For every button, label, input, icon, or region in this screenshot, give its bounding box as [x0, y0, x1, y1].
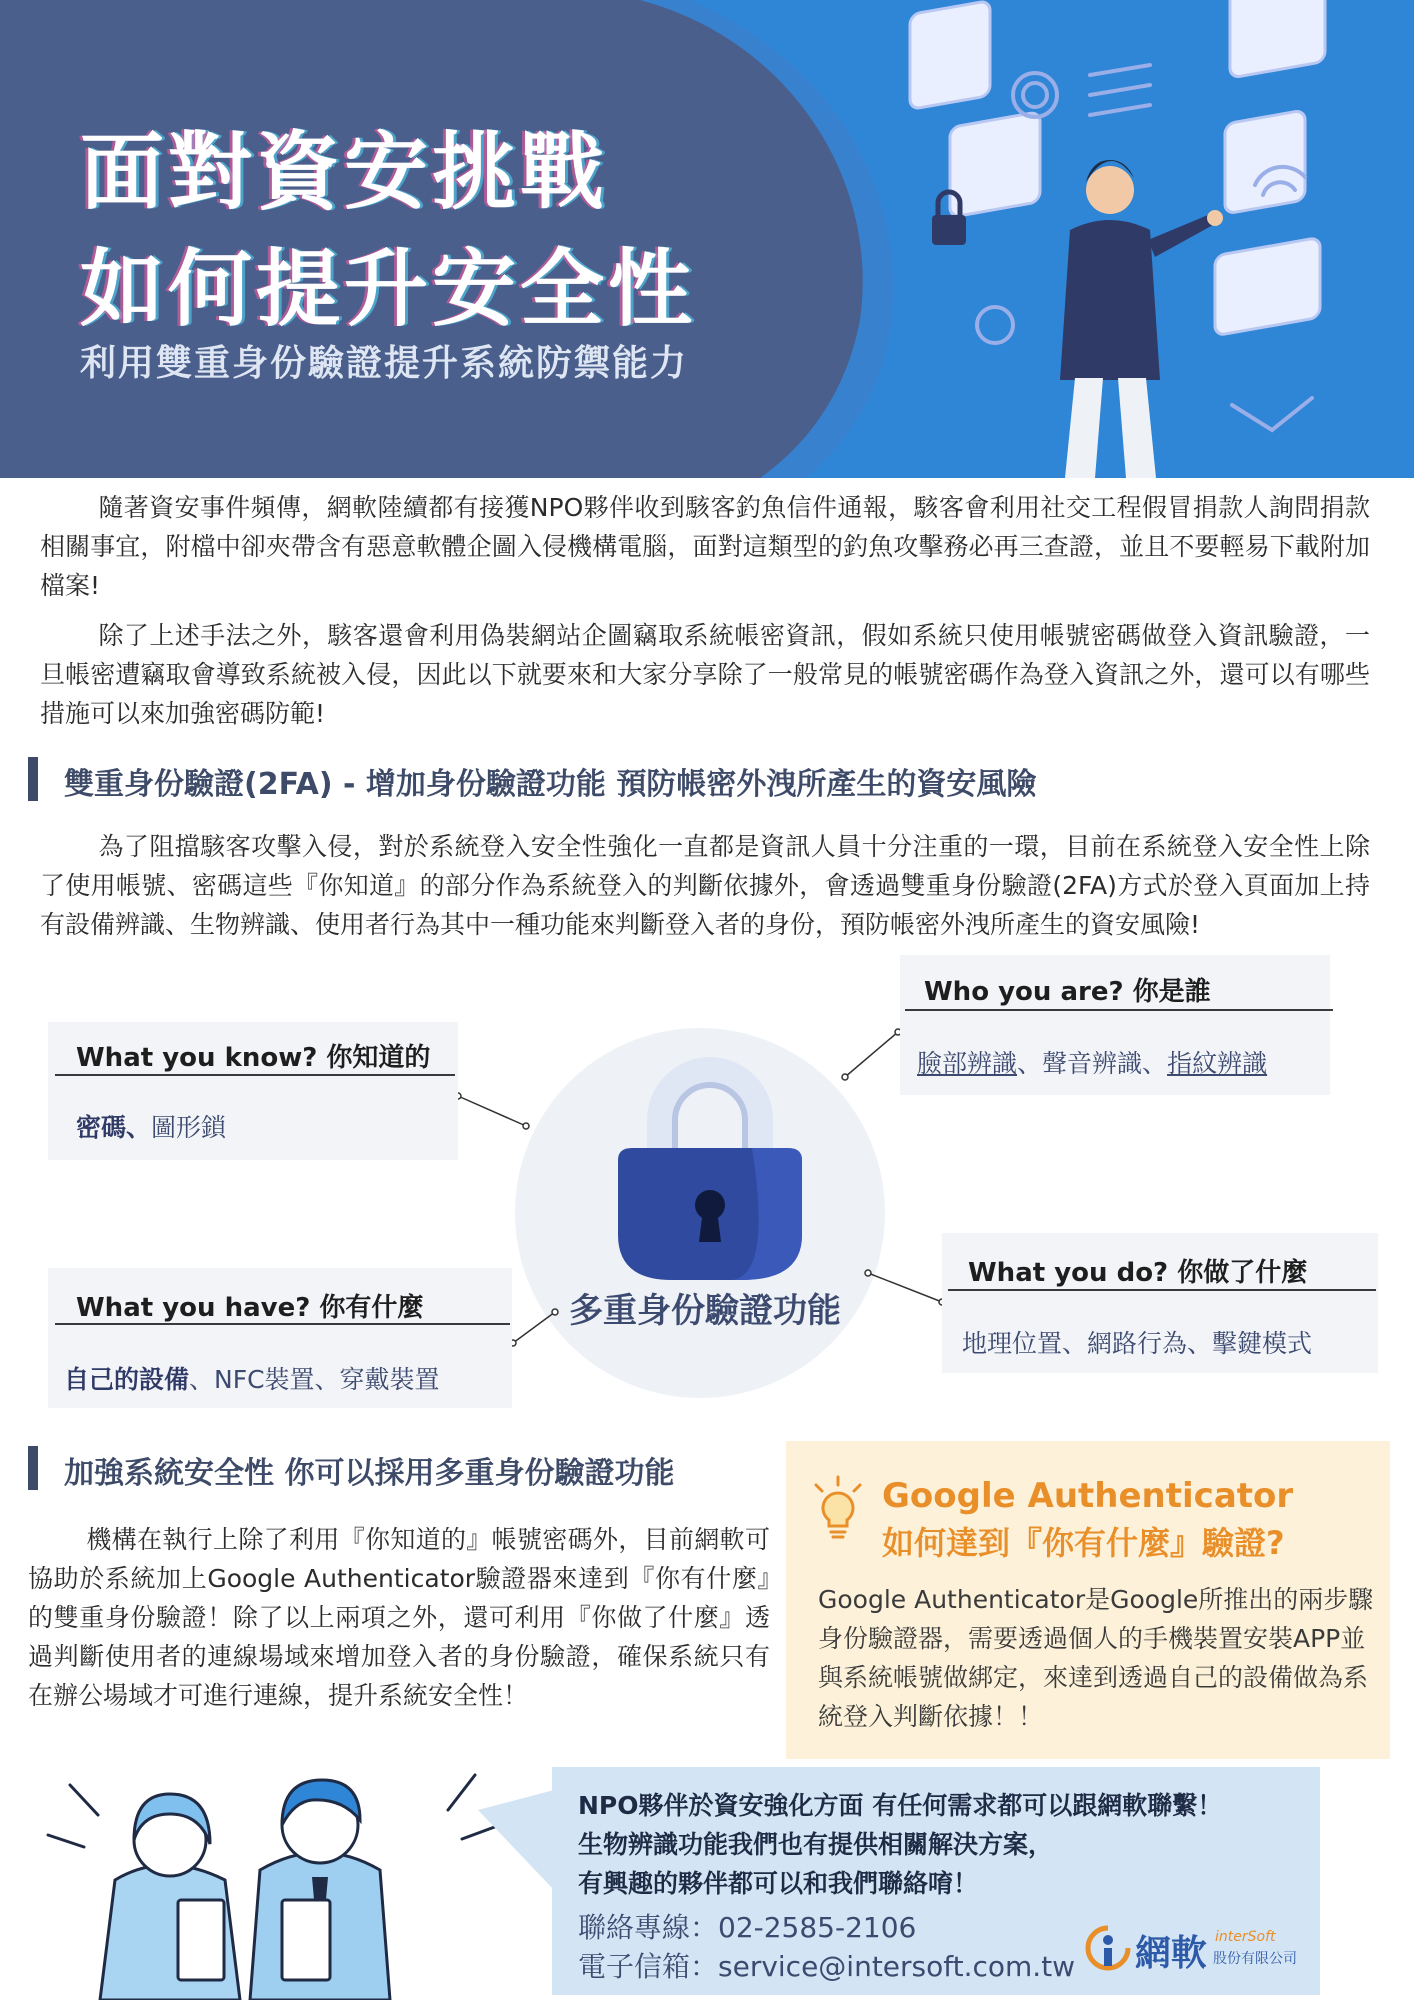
section1-paragraph-text: 為了阻擋駭客攻擊入侵，對於系統登入安全性強化一直都是資訊人員十分注重的一環，目前在系統登入安全性上除了使用帳號、密碼這些『你知道』的部分作為系統登入的判斷依據外，會透過雙重身份驗證(2FA)方式於登入頁面加上持有設備辨識、生物辨識、使用者行為其中一種功能來判斷登入者的身份，預防帳密外洩所產生的資安風險! [40, 832, 1370, 939]
intersoft-logo-company: 股份有限公司 [1213, 1951, 1297, 1967]
card-know-divider [55, 1074, 455, 1076]
page-title-line2: 如何提升安全性 [80, 240, 697, 338]
card-are-title: Who you are? 你是誰 [924, 977, 1211, 1007]
lightbulb-icon [808, 1475, 868, 1545]
card-have-rest: 、NFC裝置、穿戴裝置 [189, 1365, 440, 1394]
card-know-rest: 圖形鎖 [151, 1113, 227, 1142]
diagram-center-label: 多重身份驗證功能 [569, 1291, 841, 1331]
intersoft-logo-zh: 網軟 [1135, 1933, 1208, 1974]
card-are-sep1: 、 [1017, 1049, 1043, 1078]
intro-paragraph-1-text: 隨著資安事件頻傳，網軟陸續都有接獲NPO夥伴收到駭客釣魚信件通報，駭客會利用社交工程假冒捐款人詢問捐款相關事宜，附檔中卻夾帶含有惡意軟體企圖入侵機構電腦，面對這類型的釣魚攻擊務必再三查證，並且不要輕易下載附加檔案! [40, 493, 1370, 600]
card-know-title: What you know? 你知道的 [76, 1043, 431, 1073]
card-do-body: 地理位置、網路行為、擊鍵模式 [962, 1329, 1313, 1358]
card-do-title: What you do? 你做了什麼 [968, 1258, 1308, 1288]
card-are-divider [905, 1009, 1333, 1011]
page-subtitle: 利用雙重身份驗證提升系統防禦能力 [80, 343, 689, 384]
contact-line-2: 生物辨識功能我們也有提供相關解決方案， [578, 1830, 1054, 1859]
fingerprint-recognition-link[interactable]: 指紋辨識 [1167, 1049, 1268, 1078]
google-box-body: Google Authenticator是Google所推出的兩步驟身份驗證器，需要透過個人的手機裝置安裝APP並與系統帳號做綁定，來達到透過自己的設備做為系統登入判斷依據！！ [818, 1585, 1374, 1731]
card-have-body [64, 1360, 440, 1396]
card-have-bold: 自己的設備 [64, 1365, 190, 1394]
section-heading-mfa-text: 加強系統安全性 你可以採用多重身份驗證功能 [64, 1456, 675, 1491]
card-know-bold: 密碼、 [76, 1113, 152, 1142]
face-recognition-link[interactable]: 臉部辨識 [917, 1049, 1018, 1078]
speech-bubble-tail [478, 1790, 558, 1900]
contact-line-1: NPO夥伴於資安強化方面 有任何需求都可以跟網軟聯繫！ [578, 1791, 1223, 1820]
card-are-sep2: 、 [1142, 1049, 1168, 1078]
intro-paragraph-2-text: 除了上述手法之外，駭客還會利用偽裝網站企圖竊取系統帳密資訊，假如系統只使用帳號密碼做登入資訊驗證，一旦帳密遭竊取會導致系統被入侵，因此以下就要來和大家分享除了一般常見的帳號密碼作為登入資訊之外，還可以有哪些措施可以來加強密碼防範! [40, 621, 1370, 728]
people-illustration [20, 1755, 540, 2000]
card-do-divider [948, 1289, 1376, 1291]
section2-paragraph [28, 1520, 770, 1715]
contact-line-3: 有興趣的夥伴都可以和我們聯絡唷！ [578, 1869, 979, 1898]
section-heading-2fa-text: 雙重身份驗證(2FA) - 增加身份驗證功能 預防帳密外洩所產生的資安風險 [64, 767, 1037, 802]
intersoft-logo-en: interSoft [1215, 1929, 1276, 1945]
card-are-body [917, 1044, 1267, 1080]
voice-recognition-text: 聲音辨識 [1042, 1049, 1143, 1078]
card-have-divider [55, 1323, 510, 1325]
card-have-title: What you have? 你有什麼 [76, 1293, 424, 1323]
contact-phone[interactable]: 聯絡專線：02-2585-2106 [578, 1911, 917, 1944]
contact-email[interactable]: 電子信箱：service@intersoft.com.tw [578, 1950, 1076, 1983]
page-title-line1: 面對資安挑戰 [80, 123, 609, 221]
card-know-body [76, 1108, 226, 1144]
google-box-subtitle: 如何達到『你有什麼』驗證? [882, 1524, 1285, 1562]
intersoft-logo-icon [1082, 1922, 1134, 1974]
heading-bar [28, 1446, 38, 1490]
section2-paragraph-text: 機構在執行上除了利用『你知道的』帳號密碼外，目前網軟可協助於系統加上Google Authenticator驗證器來達到『你有什麼』的雙重身份驗證！除了以上兩項之外，還可利用『你做了什麼』透過判斷使用者的連線場域來增加登入者的身份驗證，確保系統只有在辦公場域才可進行連線，提升系統安全性！ [28, 1525, 770, 1710]
google-box-title: Google Authenticator [882, 1476, 1294, 1516]
